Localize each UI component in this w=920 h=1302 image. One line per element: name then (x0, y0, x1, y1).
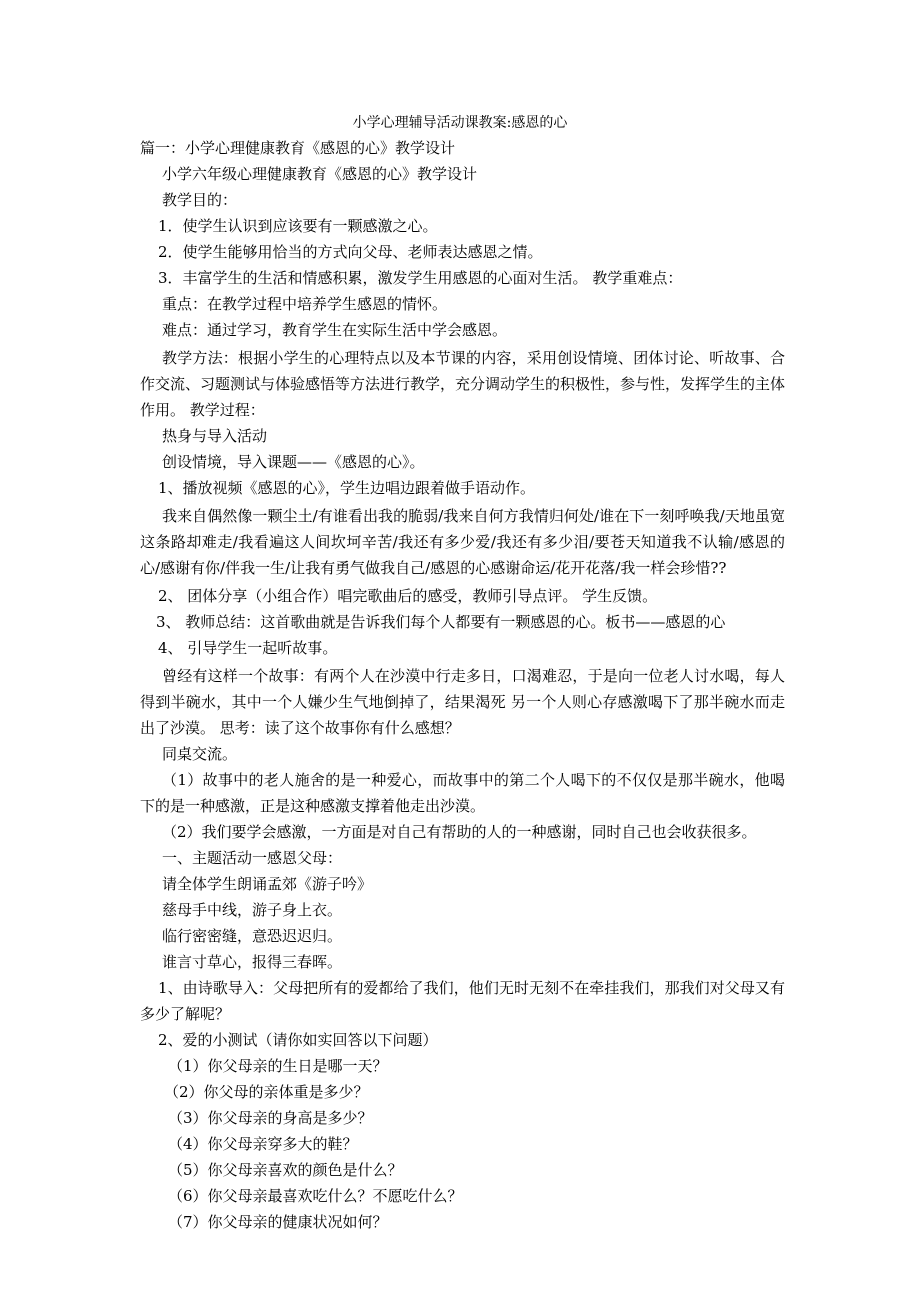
section-heading: 篇一：小学心理健康教育《感恩的心》教学设计 (140, 139, 456, 157)
document-title: 小学心理辅导活动课教案:感恩的心 (352, 115, 568, 131)
song-lyrics: 我来自偶然像一颗尘土/有谁看出我的脆弱/我来自何方我情归何处/谁在下一刻呼唤我/天地虽宽这条路却难走/我看遍这人间坎坷辛苦/我还有多少爱/我还有多少泪/要苍天知道我不认输/感恩的心/感谢有你/伴我一生/让我有勇气做我自己/感恩的心感谢命运/花开花落/我一样会珍惜?? (140, 507, 785, 577)
quiz-item: （1）你父母亲的生日是哪一天？ (168, 1057, 388, 1075)
poem-line: 慈母手中线，游子身上衣。 (162, 901, 343, 919)
paragraph: 热身与导入活动 (162, 427, 268, 445)
paragraph: 难点：通过学习，教育学生在实际生活中学会感恩。 (162, 321, 508, 339)
paragraph: 创设情境，导入课题——《感恩的心》。 (162, 453, 425, 471)
subtitle-line: 小学六年级心理健康教育《感恩的心》教学设计 (162, 165, 478, 183)
numbered-paragraph: （1）故事中的老人施舍的是一种爱心，而故事中的第二个人喝下的不仅仅是那半碗水，他喝下的是一种感激，正是这种感激支撑着他走出沙漠。 (140, 771, 785, 815)
list-item: 2、 团体分享（小组合作）唱完歌曲后的感受，教师引导点评。 学生反馈。 (158, 587, 658, 605)
quiz-item: （3）你父母亲的身高是多少？ (168, 1109, 373, 1127)
paragraph-wrapped: 1、由诗歌导入：父母把所有的爱都给了我们，他们无时无刻不在牵挂我们，那我们对父母又有多少了解呢？ (140, 979, 785, 1023)
list-item: 2．使学生能够用恰当的方式向父母、老师表达感恩之情。 (158, 243, 543, 261)
list-item: 2、爱的小测试（请你如实回答以下问题） (158, 1031, 438, 1049)
poem-line: 临行密密缝，意恐迟迟归。 (162, 927, 343, 945)
quiz-item: （5）你父母亲喜欢的颜色是什么？ (168, 1161, 403, 1179)
list-item: 4、 引导学生一起听故事。 (158, 639, 338, 657)
numbered-paragraph: （2）我们要学会感激，一方面是对自己有帮助的人的一种感谢，同时自己也会收获很多。 (162, 823, 757, 841)
section-heading: 一、主题活动一感恩父母： (162, 849, 343, 867)
quiz-item: （2）你父母的亲体重是多少？ (164, 1083, 369, 1101)
paragraph: 重点：在教学过程中培养学生感恩的情怀。 (162, 295, 448, 313)
paragraph: 教学目的： (162, 191, 238, 209)
paragraph: 请全体学生朗诵孟郊《游子吟》 (162, 875, 373, 893)
quiz-item: （7）你父母亲的健康状况如何？ (168, 1213, 388, 1231)
quiz-item: （6）你父母亲最喜欢吃什么？不愿吃什么？ (168, 1187, 463, 1205)
document-body (140, 135, 785, 1235)
paragraph-wrapped: 教学方法：根据小学生的心理特点以及本节课的内容，采用创设情境、团体讨论、听故事、合作交流、习题测试与体验感悟等方法进行教学，充分调动学生的积极性，参与性，发挥学生的主体作用。 教学过程： (140, 349, 785, 419)
list-item: 1．使学生认识到应该要有一颗感激之心。 (158, 217, 438, 235)
quiz-item: （4）你父母亲穿多大的鞋？ (168, 1135, 358, 1153)
list-item: 3．丰富学生的生活和情感积累，激发学生用感恩的心面对生活。 教学重难点： (158, 269, 683, 287)
paragraph: 同桌交流。 (162, 745, 238, 763)
list-item: 3、 教师总结：这首歌曲就是告诉我们每个人都要有一颗感恩的心。板书——感恩的心 (156, 613, 726, 631)
list-item: 1、播放视频《感恩的心》，学生边唱边跟着做手语动作。 (158, 479, 536, 497)
story-paragraph: 曾经有这样一个故事：有两个人在沙漠中行走多日，口渴难忍，于是向一位老人讨水喝，每人得到半碗水，其中一个人嫌少生气地倒掉了，结果渴死 另一个人则心存感激喝下了那半碗水而走出了沙漠。 思考：读了这个故事你有什么感想？ (140, 667, 785, 737)
poem-line: 谁言寸草心，报得三春晖。 (162, 953, 343, 971)
